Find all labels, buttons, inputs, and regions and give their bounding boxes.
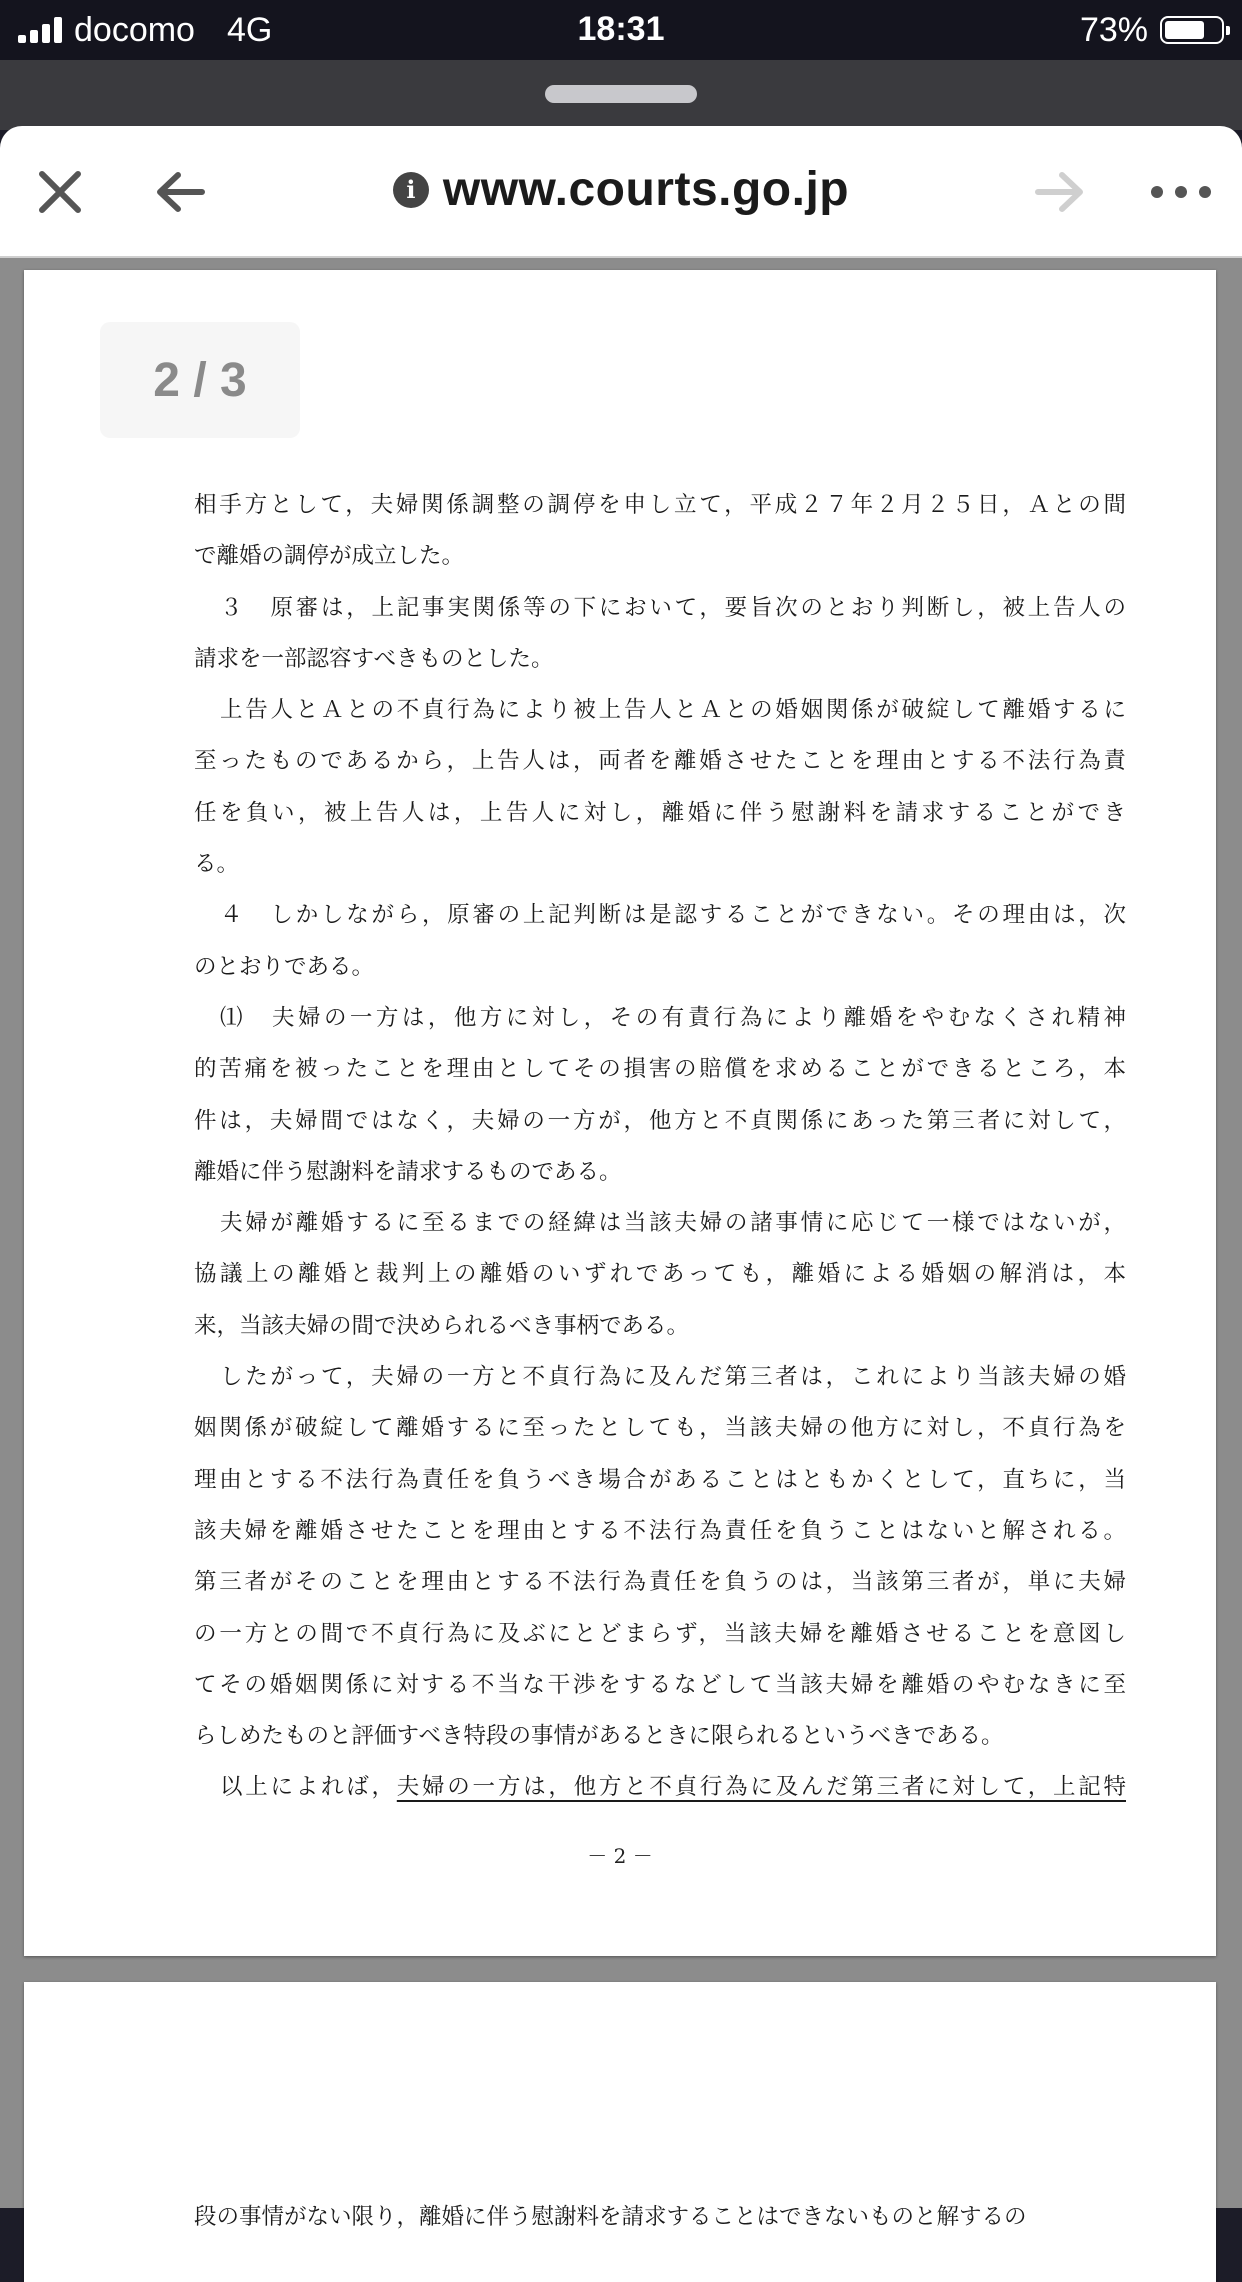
text-line: てその婚姻関係に対する不当な干渉をするなどして当該夫婦を離婚のやむなきに至 <box>194 1671 1126 1698</box>
ellipsis-icon <box>1149 184 1213 200</box>
clock: 18:31 <box>577 10 665 48</box>
battery-nub <box>1226 26 1230 35</box>
text-line: 離婚に伴う慰謝料を請求するものである。 <box>194 1158 622 1185</box>
battery-icon <box>1160 16 1224 44</box>
text-line: ⑴ 夫婦の一方は，他方に対し，その有責行為により離婚をやむなくされ精神 <box>220 1004 1126 1031</box>
carrier-name: docomo <box>74 10 195 49</box>
status-bar <box>0 0 1242 60</box>
underlined-text: 夫婦の一方は，他方と不貞行為に及んだ第三者に対して，上記特 <box>396 1774 1126 1801</box>
text-line: 相手方として，夫婦関係調整の調停を申し立て，平成２７年２月２５日，Ａとの間 <box>194 492 1126 518</box>
page-number: － 2 － <box>587 1844 653 1868</box>
more-button[interactable] <box>1148 162 1214 222</box>
text-line: らしめたものと評価すべき特段の事情があるときに限られるというべきである。 <box>194 1723 1004 1750</box>
text-line: 協議上の離婚と裁判上の離婚のいずれであっても，離婚による婚姻の解消は，本 <box>194 1261 1126 1288</box>
text-line: 至ったものであるから，上告人は，両者を離婚させたことを理由とする不法行為責 <box>194 748 1126 775</box>
browser-toolbar <box>0 126 1242 258</box>
text-line-last <box>194 1762 1126 1813</box>
text-line: 該夫婦を離婚させたことを理由とする不法行為責任を負うことはないと解される。 <box>194 1517 1126 1544</box>
battery-percent: 73% <box>1079 10 1148 49</box>
text-line: 第三者がそのことを理由とする不法行為責任を負うのは，当該第三者が，単に夫婦 <box>194 1569 1126 1596</box>
text-line: したがって，夫婦の一方と不貞行為に及んだ第三者は，これにより当該夫婦の婚 <box>220 1364 1126 1391</box>
document-text <box>194 480 1126 1814</box>
next-page-text: 段の事情がない限り，離婚に伴う慰謝料を請求することはできないものと解するの <box>194 2204 1027 2230</box>
text-line: 請求を一部認容すべきものとした。 <box>194 645 554 672</box>
status-right <box>1080 10 1224 50</box>
sheet-grabber[interactable] <box>545 85 697 103</box>
text-line: ４ しかしながら，原審の上記判断は是認することができない。その理由は，次 <box>220 902 1126 929</box>
text-line: の一方との間で不貞行為に及ぶにとどまらず，当該夫婦を離婚させることを意図し <box>194 1620 1126 1647</box>
forward-button[interactable] <box>1030 162 1090 222</box>
text-line: のとおりである。 <box>194 953 375 980</box>
text-line: 件は，夫婦間ではなく，夫婦の一方が，他方と不貞関係にあった第三者に対して， <box>194 1107 1126 1134</box>
battery-fill <box>1165 21 1204 39</box>
text-line: 夫婦が離婚するに至るまでの経緯は当該夫婦の諸事情に応じて一様ではないが， <box>220 1210 1126 1237</box>
text-line: 任を負い，被上告人は，上告人に対し，離婚に伴う慰謝料を請求することができ <box>194 799 1126 826</box>
arrow-right-icon <box>1034 170 1086 214</box>
page-indicator: 2 / 3 <box>100 322 300 438</box>
network-type: 4G <box>226 10 273 49</box>
text-line: 来，当該夫婦の間で決められるべき事柄である。 <box>194 1312 690 1339</box>
text-line: 的苦痛を被ったことを理由としてその損害の賠償を求めることができるところ，本 <box>194 1056 1126 1083</box>
pdf-page-next[interactable] <box>24 1982 1216 2282</box>
text-line: ３ 原審は，上記事実関係等の下において，要旨次のとおり判断し，被上告人の <box>220 594 1126 621</box>
pdf-page[interactable] <box>24 270 1216 1956</box>
url-text: www.courts.go.jp <box>442 163 850 216</box>
text-line: る。 <box>194 851 240 878</box>
text-line: で離婚の調停が成立した。 <box>194 543 465 570</box>
pdf-viewer[interactable] <box>0 258 1242 2230</box>
text-line: 上告人とＡとの不貞行為により被上告人とＡとの婚姻関係が破綻して離婚するに <box>220 697 1126 724</box>
info-icon[interactable]: i <box>393 172 429 208</box>
text-line: 姻関係が破綻して離婚するに至ったとしても，当該夫婦の他方に対し，不貞行為を <box>194 1415 1126 1442</box>
text-line: 理由とする不法行為責任を負うべき場合があることはともかくとして，直ちに，当 <box>194 1466 1126 1493</box>
text-plain: 以上によれば， <box>220 1774 397 1801</box>
